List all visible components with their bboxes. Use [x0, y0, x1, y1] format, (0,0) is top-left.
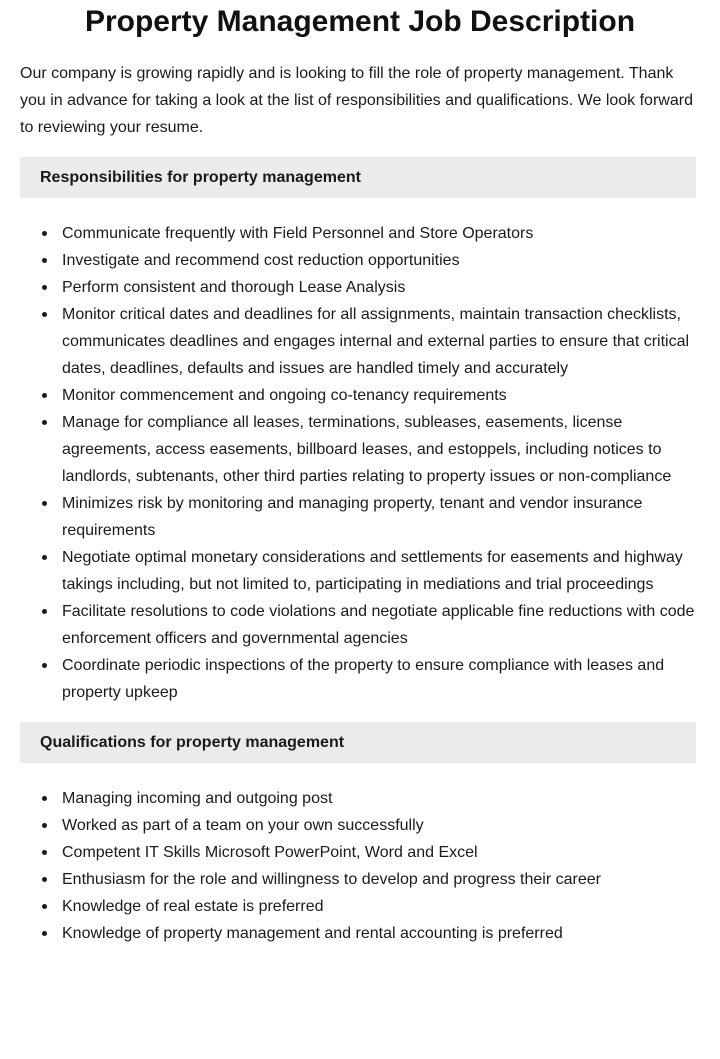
list-item: Enthusiasm for the role and willingness to develop and progress their career [0, 866, 696, 893]
list-item: Worked as part of a team on your own successfully [0, 812, 696, 839]
list-item: Managing incoming and outgoing post [0, 785, 696, 812]
list-item: Negotiate optimal monetary considerations and settlements for easements and highway takings including, but not limited to, participating in mediations and trial proceedings [0, 544, 696, 598]
list-item: Coordinate periodic inspections of the property to ensure compliance with leases and property upkeep [0, 652, 696, 706]
list-item: Perform consistent and thorough Lease Analysis [0, 274, 696, 301]
list-item: Competent IT Skills Microsoft PowerPoint, Word and Excel [0, 839, 696, 866]
list-item: Minimizes risk by monitoring and managing property, tenant and vendor insurance requirements [0, 490, 696, 544]
list-item: Monitor commencement and ongoing co-tenancy requirements [0, 382, 696, 409]
list-item: Manage for compliance all leases, terminations, subleases, easements, license agreements, access easements, billboard leases, and estoppels, including notices to landlords, subtenants, other third parties relating to property issues or non-compliance [0, 409, 696, 490]
page-title: Property Management Job Description [84, 5, 636, 38]
section-heading-responsibilities [20, 157, 696, 198]
list-item: Knowledge of property management and rental accounting is preferred [0, 920, 696, 947]
responsibilities-list [0, 220, 720, 706]
qualifications-list [0, 785, 720, 947]
section-heading-responsibilities-label: Responsibilities for property management [40, 168, 361, 186]
list-item: Facilitate resolutions to code violations and negotiate applicable fine reductions with code enforcement officers and governmental agencies [0, 598, 696, 652]
list-item: Knowledge of real estate is preferred [0, 893, 696, 920]
list-item: Communicate frequently with Field Personnel and Store Operators [0, 220, 696, 247]
list-item: Investigate and recommend cost reduction opportunities [0, 247, 696, 274]
intro-paragraph: Our company is growing rapidly and is looking to fill the role of property management. Thank you in advance for taking a look at the list of responsibilities and qualifications. We look forward to reviewing your resume. [20, 65, 693, 136]
section-heading-qualifications-label: Qualifications for property management [40, 733, 345, 751]
section-heading-qualifications [20, 722, 696, 763]
list-item: Monitor critical dates and deadlines for all assignments, maintain transaction checklists, communicates deadlines and engages internal and external parties to ensure that critical dates, deadlines, defaults and issues are handled timely and accurately [0, 301, 696, 382]
